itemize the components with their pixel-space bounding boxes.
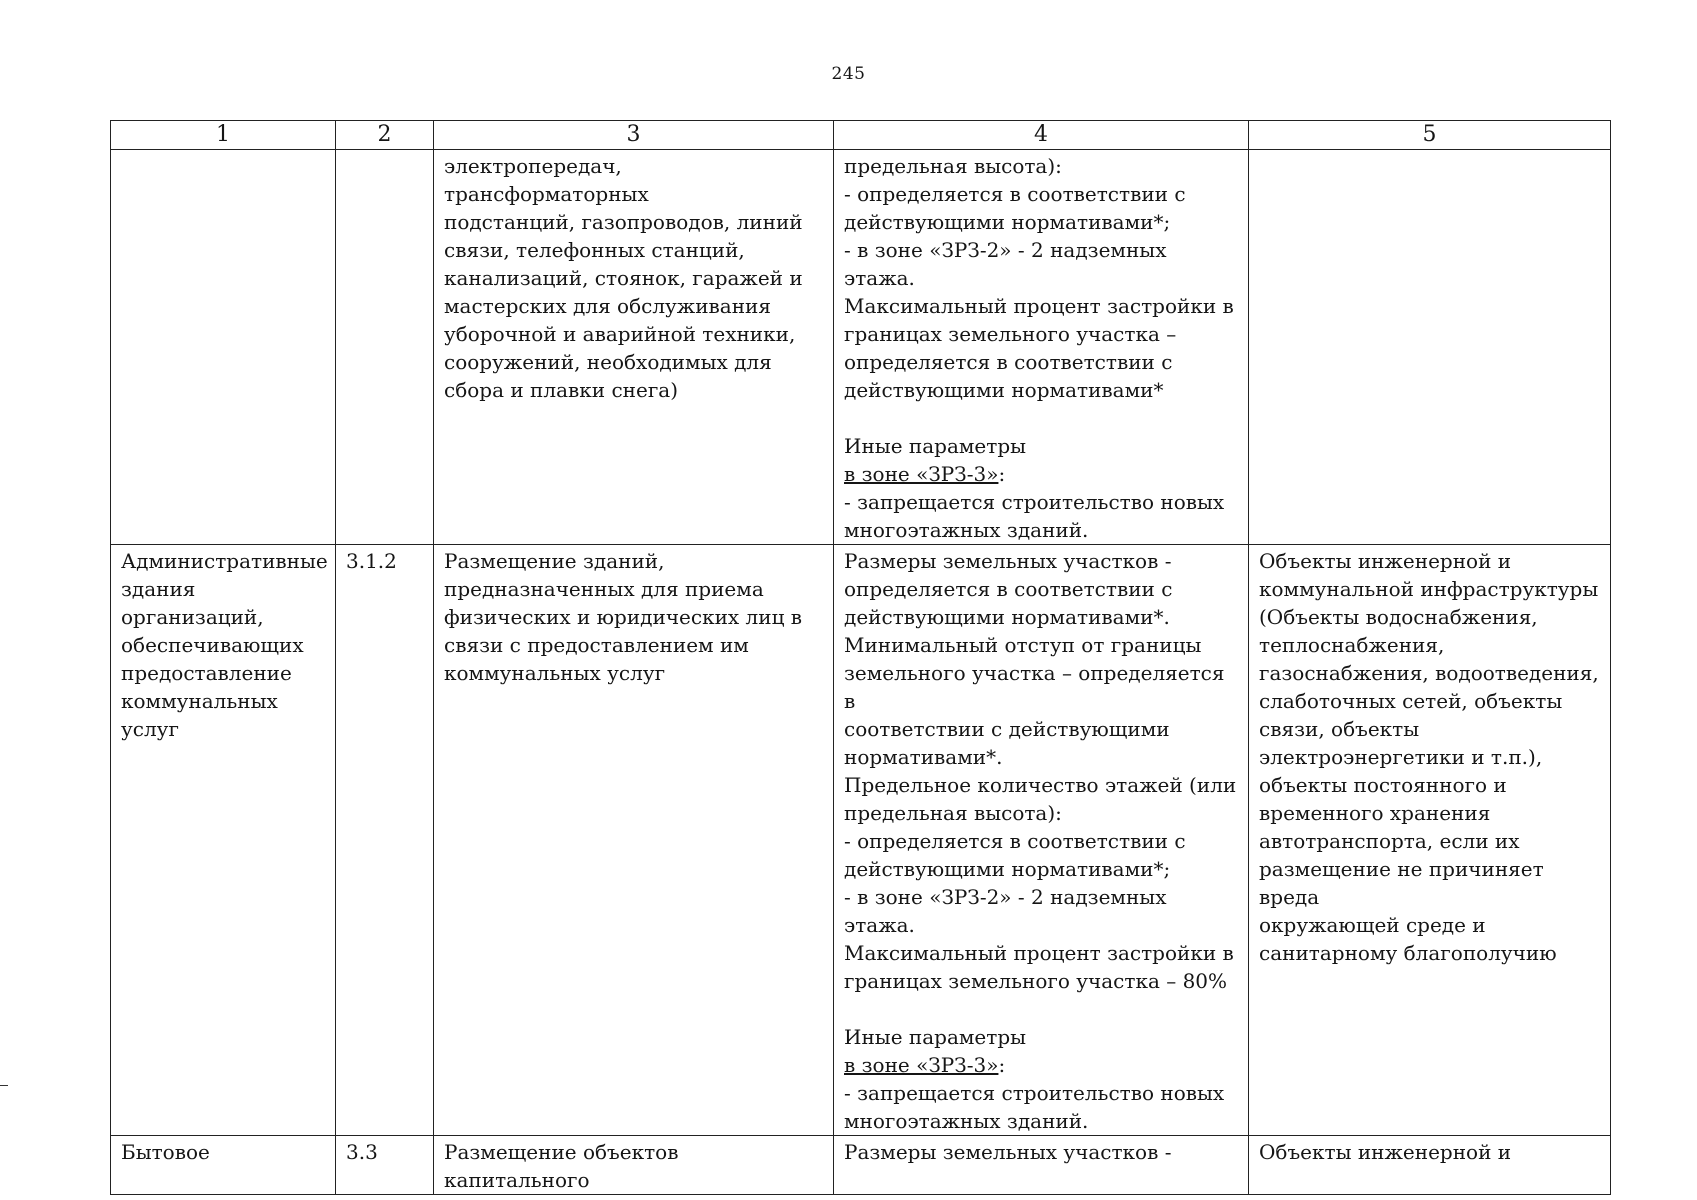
table-row xyxy=(111,1136,1611,1195)
parameters-restriction: - запрещается строительство новых многоэтажных зданий. xyxy=(844,1081,1225,1133)
column-header-4: 4 xyxy=(834,121,1249,150)
cell-use-name: Административные здания организаций, обеспечивающих предоставление коммунальных услуг xyxy=(111,545,336,1136)
margin-mark xyxy=(0,1085,8,1086)
table-header-row xyxy=(111,121,1611,150)
zone-colon: : xyxy=(998,462,1006,486)
parameters-text: Размеры земельных участков - определяется в соответствии с действующими нормативами*. Минимальный отступ от границы земельного участка – определяется в соответствии с действующими нормативами*. Предельное количество этажей (или предельная высота): - определяется в соответствии с действующими нормативами*; - в зоне «ЗРЗ-2» - 2 надземных этажа. Максимальный процент застройки в границах земельного участка – 80% Иные параметры xyxy=(844,549,1237,1049)
cell-auxiliary-uses xyxy=(1249,150,1611,545)
cell-parameters xyxy=(834,150,1249,545)
table-row xyxy=(111,545,1611,1136)
cell-parameters xyxy=(834,545,1249,1136)
zone-label: в зоне «ЗРЗ-3» xyxy=(844,1053,999,1077)
zone-label: в зоне «ЗРЗ-3» xyxy=(844,462,999,486)
cell-code xyxy=(336,150,434,545)
cell-auxiliary-uses: Объекты инженерной и xyxy=(1249,1136,1611,1195)
cell-code: 3.3 xyxy=(336,1136,434,1195)
parameters-text: предельная высота): - определяется в соответствии с действующими нормативами*; - в зоне «ЗРЗ-2» - 2 надземных этажа. Максимальный процент застройки в границах земельного участка – определяется в соответствии с действующими нормативами* Иные параметры xyxy=(844,154,1234,458)
table-row xyxy=(111,150,1611,545)
cell-code: 3.1.2 xyxy=(336,545,434,1136)
cell-auxiliary-uses: Объекты инженерной и коммунальной инфраструктуры (Объекты водоснабжения, теплоснабжения, газоснабжения, водоотведения, слаботочных сетей, объекты связи, объекты электроэнергетики и т.п.), объекты постоянного и временного хранения автотранспорта, если их размещение не причиняет вреда окружающей среде и санитарному благополучию xyxy=(1249,545,1611,1136)
column-header-3: 3 xyxy=(434,121,834,150)
column-header-5: 5 xyxy=(1249,121,1611,150)
parameters-restriction: - запрещается строительство новых многоэтажных зданий. xyxy=(844,490,1225,542)
column-header-2: 2 xyxy=(336,121,434,150)
cell-description: электропередач, трансформаторных подстанций, газопроводов, линий связи, телефонных станций, канализаций, стоянок, гаражей и мастерских для обслуживания уборочной и аварийной техники, сооружений, необходимых для сбора и плавки снега) xyxy=(434,150,834,545)
column-header-1: 1 xyxy=(111,121,336,150)
page-number: 245 xyxy=(831,64,866,84)
cell-description: Размещение зданий, предназначенных для приема физических и юридических лиц в связи с предоставлением им коммунальных услуг xyxy=(434,545,834,1136)
regulations-table xyxy=(110,120,1611,1195)
cell-use-name xyxy=(111,150,336,545)
cell-description: Размещение объектов капитального xyxy=(434,1136,834,1195)
cell-use-name: Бытовое xyxy=(111,1136,336,1195)
zone-colon: : xyxy=(998,1053,1006,1077)
cell-parameters: Размеры земельных участков - xyxy=(834,1136,1249,1195)
